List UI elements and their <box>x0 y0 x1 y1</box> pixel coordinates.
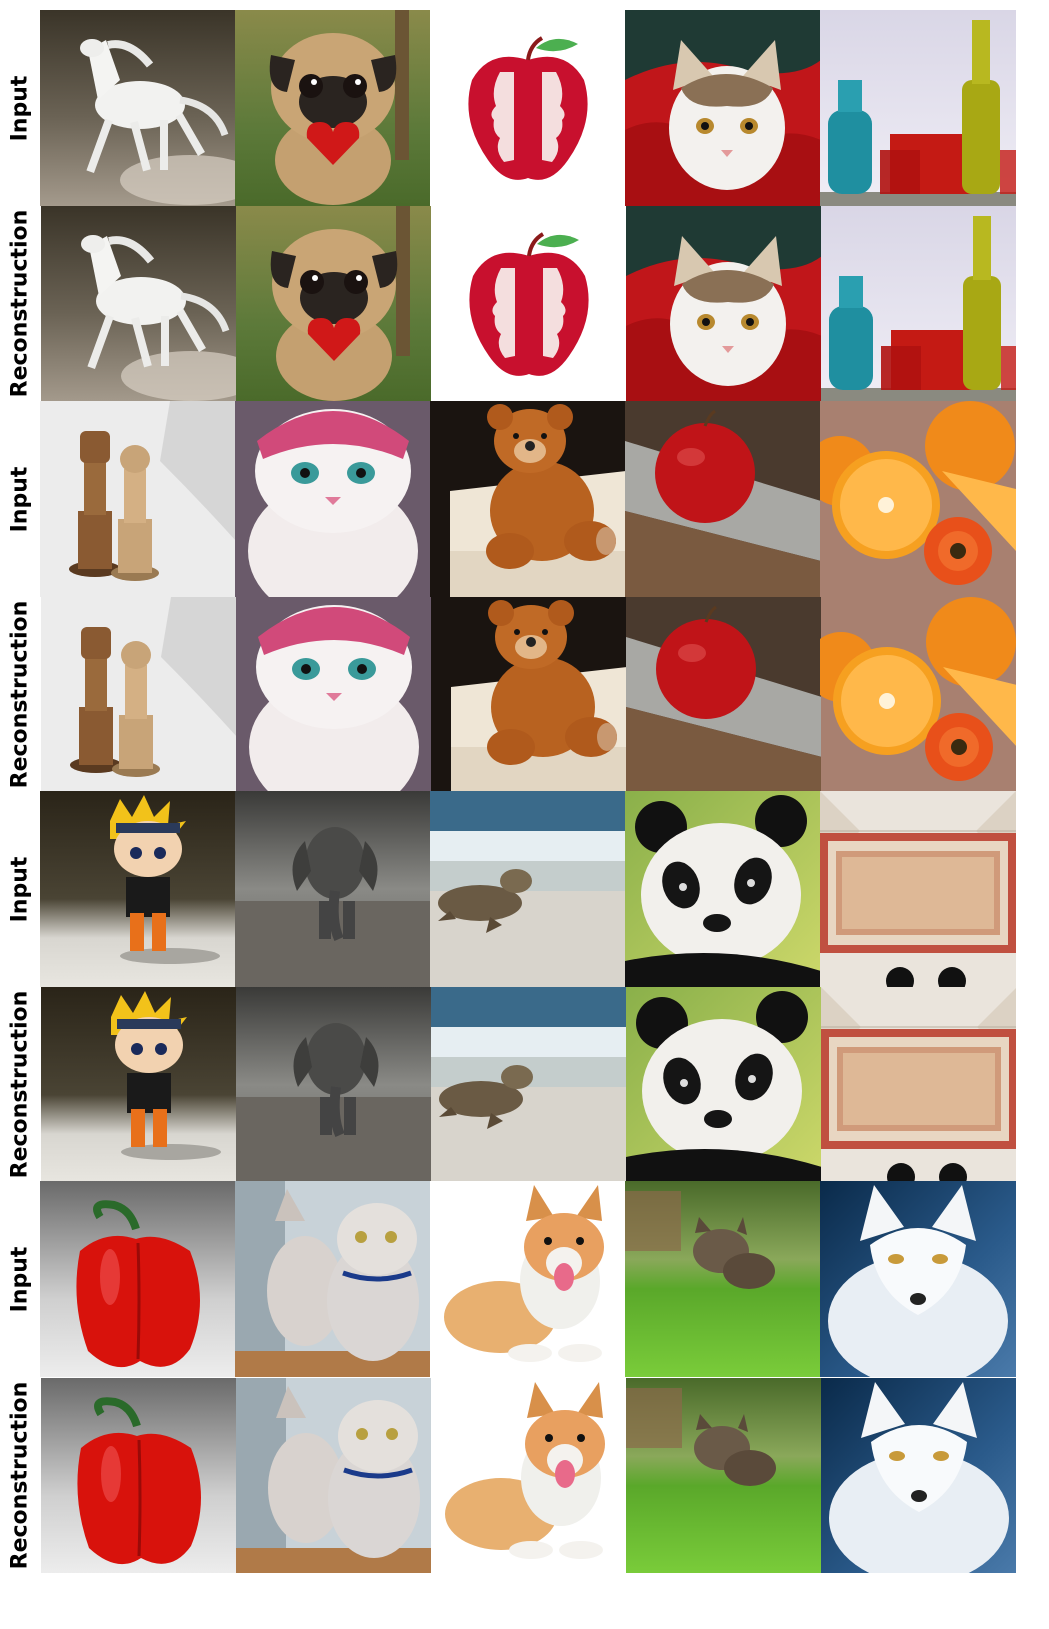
input-image-white-fox <box>820 1181 1016 1377</box>
input-image-white-horse <box>40 10 236 206</box>
input-image-oranges-and-gerbera <box>820 401 1016 597</box>
red-bell-pepper-photo <box>40 1377 236 1573</box>
input-image-kitten-on-red-blanket <box>625 10 821 206</box>
panda-photo <box>625 791 821 987</box>
white-horse-photo <box>40 10 236 206</box>
reconstruction-image-two-grey-cats <box>235 1377 431 1573</box>
corgi-dog-photo <box>430 1181 626 1377</box>
reconstruction-image-red-bell-pepper <box>40 1377 236 1573</box>
input-image-kitten-in-grass <box>625 1181 821 1377</box>
red-bell-pepper-photo <box>40 1181 236 1377</box>
input-image-glass-bottles <box>820 10 1016 206</box>
anime-figurine-photo <box>40 791 236 987</box>
reconstruction-image-cat-in-pink-hat <box>235 596 431 792</box>
glass-bottles-photo <box>820 205 1016 401</box>
apple-with-faces-photo <box>430 205 626 401</box>
row-label-text: Reconstruction <box>7 1381 33 1569</box>
elephant-photo <box>235 986 431 1182</box>
reconstruction-image-sea-lion-on-beach <box>430 986 626 1182</box>
row-label-input <box>0 791 40 987</box>
red-apple-on-wood-photo <box>625 401 821 597</box>
row-label-input <box>0 10 40 206</box>
two-grey-cats-photo <box>235 1181 431 1377</box>
reconstruction-image-glass-bottles <box>820 205 1016 401</box>
input-image-red-bell-pepper <box>40 1181 236 1377</box>
kitten-on-red-blanket-photo <box>625 205 821 401</box>
oranges-and-gerbera-photo <box>820 596 1016 792</box>
reconstruction-image-kitten-in-grass <box>625 1377 821 1573</box>
reconstruction-image-wooden-chess-pieces <box>40 596 236 792</box>
oranges-and-gerbera-photo <box>820 401 1016 597</box>
kitten-in-grass-photo <box>625 1181 821 1377</box>
reconstruction-image-teddy-bear-on-sofa <box>430 596 626 792</box>
row-label-text: Input <box>7 856 33 922</box>
row-label-text: Reconstruction <box>7 600 33 788</box>
input-image-wooden-chess-pieces <box>40 401 236 597</box>
glass-bottles-photo <box>820 10 1016 206</box>
wooden-chess-pieces-photo <box>40 596 236 792</box>
row-label-reconstruction <box>0 986 40 1182</box>
reconstruction-image-rug-on-tiled-floor <box>820 986 1016 1182</box>
elephant-photo <box>235 791 431 987</box>
anime-figurine-photo <box>40 986 236 1182</box>
kitten-in-grass-photo <box>625 1377 821 1573</box>
sea-lion-on-beach-photo <box>430 791 626 987</box>
row-label-reconstruction <box>0 205 40 401</box>
cat-in-pink-hat-photo <box>235 401 431 597</box>
row-label-text: Input <box>7 466 33 532</box>
row-label-text: Reconstruction <box>7 209 33 397</box>
reconstruction-image-anime-figurine <box>40 986 236 1182</box>
row-label-reconstruction <box>0 1377 40 1573</box>
apple-with-faces-photo <box>430 10 626 206</box>
input-image-anime-figurine <box>40 791 236 987</box>
pug-with-heart-photo <box>235 205 431 401</box>
cat-in-pink-hat-photo <box>235 596 431 792</box>
row-label-input <box>0 401 40 597</box>
teddy-bear-on-sofa-photo <box>430 401 626 597</box>
rug-on-tiled-floor-photo <box>820 986 1016 1182</box>
input-image-corgi-dog <box>430 1181 626 1377</box>
row-label-text: Reconstruction <box>7 990 33 1178</box>
row-label-reconstruction <box>0 596 40 792</box>
reconstruction-image-white-horse <box>40 205 236 401</box>
input-image-two-grey-cats <box>235 1181 431 1377</box>
white-fox-photo <box>820 1181 1016 1377</box>
input-image-apple-with-faces <box>430 10 626 206</box>
kitten-on-red-blanket-photo <box>625 10 821 206</box>
white-horse-photo <box>40 205 236 401</box>
two-grey-cats-photo <box>235 1377 431 1573</box>
reconstruction-image-panda <box>625 986 821 1182</box>
row-label-text: Input <box>7 75 33 141</box>
reconstruction-image-pug-with-heart <box>235 205 431 401</box>
reconstruction-image-red-apple-on-wood <box>625 596 821 792</box>
input-image-rug-on-tiled-floor <box>820 791 1016 987</box>
red-apple-on-wood-photo <box>625 596 821 792</box>
row-label-input <box>0 1181 40 1377</box>
reconstruction-image-kitten-on-red-blanket <box>625 205 821 401</box>
input-image-elephant <box>235 791 431 987</box>
input-image-panda <box>625 791 821 987</box>
sea-lion-on-beach-photo <box>430 986 626 1182</box>
panda-photo <box>625 986 821 1182</box>
teddy-bear-on-sofa-photo <box>430 596 626 792</box>
input-image-teddy-bear-on-sofa <box>430 401 626 597</box>
input-image-pug-with-heart <box>235 10 431 206</box>
reconstruction-image-apple-with-faces <box>430 205 626 401</box>
pug-with-heart-photo <box>235 10 431 206</box>
input-image-sea-lion-on-beach <box>430 791 626 987</box>
reconstruction-image-oranges-and-gerbera <box>820 596 1016 792</box>
wooden-chess-pieces-photo <box>40 401 236 597</box>
corgi-dog-photo <box>430 1377 626 1573</box>
input-image-red-apple-on-wood <box>625 401 821 597</box>
white-fox-photo <box>820 1377 1016 1573</box>
reconstruction-image-white-fox <box>820 1377 1016 1573</box>
row-label-text: Input <box>7 1246 33 1312</box>
input-image-cat-in-pink-hat <box>235 401 431 597</box>
reconstruction-image-elephant <box>235 986 431 1182</box>
reconstruction-image-corgi-dog <box>430 1377 626 1573</box>
rug-on-tiled-floor-photo <box>820 791 1016 987</box>
